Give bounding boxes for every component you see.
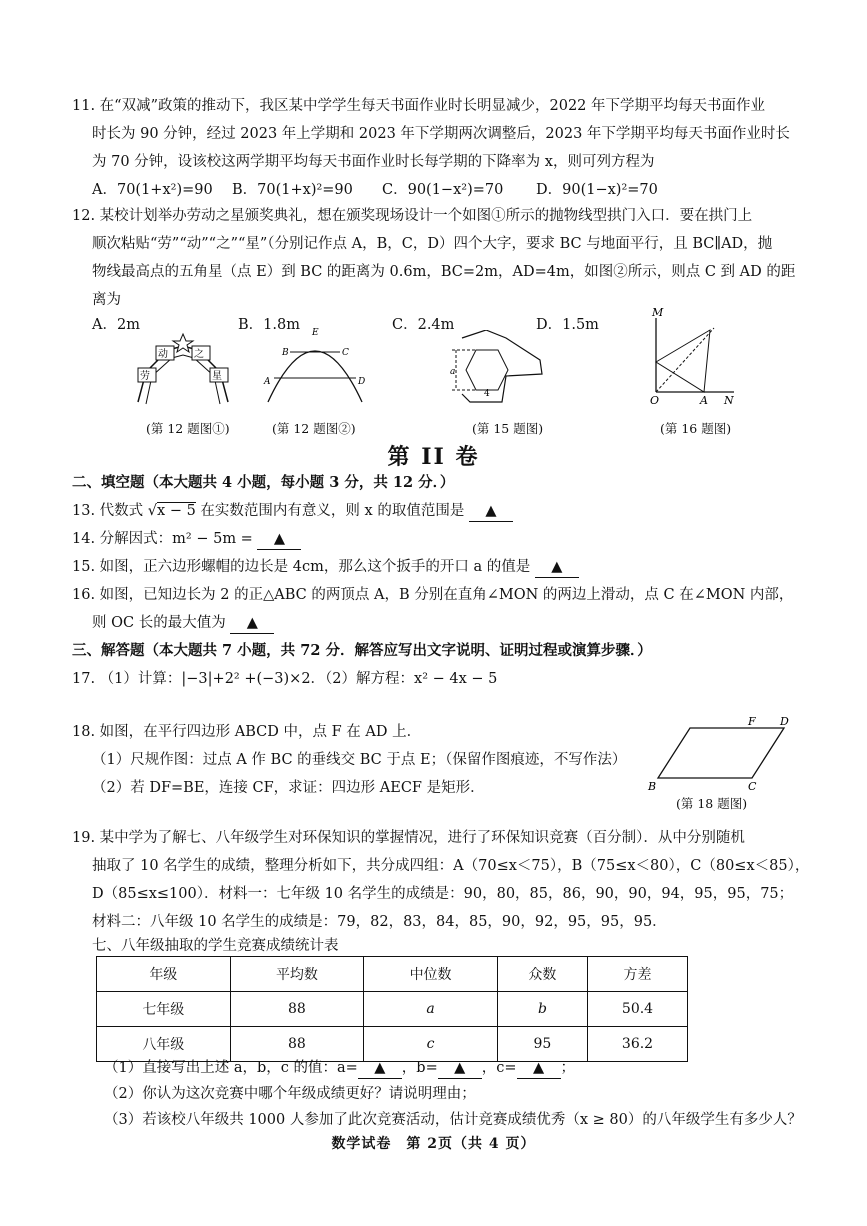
fig18-label-d: D bbox=[780, 715, 789, 728]
fig15-caption: (第 15 题图) bbox=[472, 421, 544, 436]
fig16-label-a: A bbox=[700, 394, 708, 406]
q19-answer-a-blank[interactable]: ▲ bbox=[358, 1058, 402, 1079]
table-cell: b bbox=[497, 992, 587, 1027]
q11-line1: 11. 在“双减”政策的推动下，我区某中学学生每天书面作业时长明显减少，2022 年下学期平均每天书面作业 bbox=[72, 98, 766, 114]
q15-text: 15. 如图，正六边形螺帽的边长是 4cm，那么这个扳手的开口 a 的值是 bbox=[72, 559, 531, 575]
section-2-title: 第 II 卷 bbox=[387, 444, 480, 470]
q19-answer-c-blank[interactable]: ▲ bbox=[517, 1058, 561, 1079]
q11-option-b: B．70(1+x)²=90 bbox=[232, 182, 353, 198]
q19-part2: （2）你认为这次竞赛中哪个年级成绩更好？请说明理由； bbox=[104, 1086, 476, 1102]
fig12b-label-a: A bbox=[264, 377, 271, 387]
fig18-caption: (第 18 题图) bbox=[676, 796, 748, 811]
q13-answer-blank[interactable]: ▲ bbox=[469, 501, 513, 522]
q12-option-b: B．1.8m bbox=[238, 317, 300, 333]
q14 bbox=[72, 529, 301, 550]
table-header-cell: 年级 bbox=[97, 957, 231, 992]
radical-symbol: √ bbox=[147, 503, 158, 519]
figure-16 bbox=[644, 306, 744, 406]
q11-option-a: A．70(1+x²)=90 bbox=[92, 182, 213, 198]
figure-12-1 bbox=[128, 332, 238, 412]
fig12a-caption: (第 12 题图①) bbox=[146, 421, 230, 436]
fig12a-char-xing: 星 bbox=[212, 371, 222, 382]
q19-part1-b-label: ，b= bbox=[401, 1060, 438, 1076]
fig16-label-n: N bbox=[724, 394, 734, 406]
q19-part1-end: ； bbox=[560, 1060, 576, 1076]
q19-part1-a-label: （1）直接写出上述 a，b，c 的值：a= bbox=[104, 1060, 358, 1076]
q19-line4: 材料二：八年级 10 名学生的成绩是：79，82，83，84，85，90，92，95，95，95． bbox=[92, 914, 667, 930]
fig12b-label-d: D bbox=[358, 377, 366, 387]
figure-15 bbox=[446, 330, 556, 410]
table-header-cell: 平均数 bbox=[230, 957, 364, 992]
fig18-label-f: F bbox=[748, 715, 756, 728]
fig12b-caption: (第 12 题图②) bbox=[272, 421, 356, 436]
table-cell: 36.2 bbox=[587, 1027, 687, 1062]
table-cell: a bbox=[364, 992, 498, 1027]
q19-line3: D（85≤x≤100）．材料一：七年级 10 名学生的成绩是：90，80，85，86，90，90，94，95，95，75； bbox=[92, 886, 794, 902]
q19-part3: （3）若该校八年级共 1000 人参加了此次竞赛活动，估计竞赛成绩优秀（x ≥ 80）的八年级学生有多少人？ bbox=[104, 1112, 802, 1128]
fig12b-label-e: E bbox=[312, 328, 319, 338]
page-footer: 数学试卷 第 2页（共 4 页） bbox=[331, 1136, 536, 1152]
q12-line4: 离为 bbox=[92, 292, 121, 308]
q13-radicand: x − 5 bbox=[157, 503, 196, 519]
table-cell: 八年级 bbox=[97, 1027, 231, 1062]
fig12a-char-dong: 动 bbox=[158, 349, 168, 360]
table-cell: 88 bbox=[230, 992, 364, 1027]
fig18-label-c: C bbox=[748, 780, 757, 793]
q19-part1 bbox=[104, 1058, 575, 1079]
table-cell: c bbox=[364, 1027, 498, 1062]
q16-line2: 则 OC 长的最大值为 bbox=[92, 615, 226, 631]
q15-answer-blank[interactable]: ▲ bbox=[535, 557, 579, 578]
fig16-label-m: M bbox=[652, 306, 664, 319]
q16-answer-blank[interactable]: ▲ bbox=[230, 613, 274, 634]
fig16-caption: (第 16 题图) bbox=[660, 421, 732, 436]
q12-line3: 物线最高点的五角星（点 E）到 BC 的距离为 0.6m，BC=2m，AD=4m，如图②所示，则点 C 到 AD 的距 bbox=[92, 264, 796, 280]
figure-12-2 bbox=[258, 326, 378, 406]
q14-text: 14. 分解因式：m² − 5m = bbox=[72, 531, 253, 547]
table-cell: 95 bbox=[497, 1027, 587, 1062]
q12-line2: 顺次粘贴“劳”“动”“之”“星”（分别记作点 A，B，C，D）四个大字，要求 BC 与地面平行，且 BC∥AD，抛 bbox=[92, 236, 773, 252]
table-cell: 88 bbox=[230, 1027, 364, 1062]
q12-line1: 12. 某校计划举办劳动之星颁奖典礼，想在颁奖现场设计一个如图①所示的抛物线型拱门入口．要在拱门上 bbox=[72, 208, 753, 224]
fig12a-char-zhi: 之 bbox=[194, 349, 204, 360]
q14-answer-blank[interactable]: ▲ bbox=[257, 529, 301, 550]
q18-line1: 18. 如图，在平行四边形 ABCD 中，点 F 在 AD 上． bbox=[72, 724, 422, 740]
table-cell: 50.4 bbox=[587, 992, 687, 1027]
q19-answer-b-blank[interactable]: ▲ bbox=[438, 1058, 482, 1079]
fig12b-label-c: C bbox=[342, 348, 349, 358]
q11-option-c: C．90(1−x²)=70 bbox=[382, 182, 504, 198]
table-cell: 七年级 bbox=[97, 992, 231, 1027]
q17: 17. （1）计算：|−3|+2² +(−3)×2．（2）解方程：x² − 4x − 5 bbox=[72, 671, 498, 687]
table-header-row bbox=[97, 957, 688, 992]
q13-prefix: 13. 代数式 bbox=[72, 503, 144, 519]
q12-option-d: D．1.5m bbox=[536, 317, 599, 333]
q18-line3: （2）若 DF=BE，连接 CF，求证：四边形 AECF 是矩形． bbox=[92, 780, 485, 796]
fig15-label-a: a bbox=[450, 367, 456, 377]
q16 bbox=[92, 613, 274, 634]
q15 bbox=[72, 557, 579, 578]
fig18-label-b: B bbox=[648, 780, 657, 793]
fill-heading: 二、填空题（本大题共 4 小题，每小题 3 分，共 12 分．） bbox=[72, 474, 455, 491]
q19-part1-c-label: ，c= bbox=[481, 1060, 517, 1076]
stats-table bbox=[96, 956, 688, 1062]
table-title: 七、八年级抽取的学生竞赛成绩统计表 bbox=[92, 938, 339, 954]
q19-line2: 抽取了 10 名学生的成绩，整理分析如下，共分成四组：A（70≤x＜75），B（75≤x＜80），C（80≤x＜85）， bbox=[92, 858, 810, 874]
q11-line2: 时长为 90 分钟，经过 2023 年上学期和 2023 年下学期两次调整后，2023 年下学期平均每天书面作业时长 bbox=[92, 126, 790, 142]
q13-suffix: 在实数范围内有意义，则 x 的取值范围是 bbox=[200, 503, 465, 519]
fig15-label-4: 4 bbox=[484, 389, 490, 399]
q19-line1: 19. 某中学为了解七、八年级学生对环保知识的掌握情况，进行了环保知识竞赛（百分制）．从中分别随机 bbox=[72, 830, 745, 846]
table-header-cell: 众数 bbox=[497, 957, 587, 992]
q11-option-d: D．90(1−x)²=70 bbox=[536, 182, 658, 198]
table-header-cell: 方差 bbox=[587, 957, 687, 992]
q13 bbox=[72, 501, 513, 522]
q18-line2: （1）尺规作图：过点 A 作 BC 的垂线交 BC 于点 E；（保留作图痕迹，不写作法） bbox=[92, 752, 627, 768]
q16-line1: 16. 如图，已知边长为 2 的正△ABC 的两顶点 A，B 分别在直角∠MON 的两边上滑动，点 C 在∠MON 内部， bbox=[72, 587, 794, 603]
table-row bbox=[97, 992, 688, 1027]
table-header-cell: 中位数 bbox=[364, 957, 498, 992]
q12-option-c: C．2.4m bbox=[392, 317, 455, 333]
solve-heading: 三、解答题（本大题共 7 小题，共 72 分．解答应写出文字说明、证明过程或演算步骤．） bbox=[72, 642, 652, 659]
fig12a-char-lao: 劳 bbox=[140, 371, 150, 382]
fig12b-label-b: B bbox=[282, 348, 289, 358]
table-row bbox=[97, 1027, 688, 1062]
q12-option-a: A．2m bbox=[92, 317, 140, 333]
q11-line3: 为 70 分钟，设该校这两学期平均每天书面作业时长每学期的下降率为 x，则可列方程为 bbox=[92, 154, 655, 170]
fig16-label-o: O bbox=[650, 394, 660, 406]
figure-18 bbox=[646, 714, 796, 794]
